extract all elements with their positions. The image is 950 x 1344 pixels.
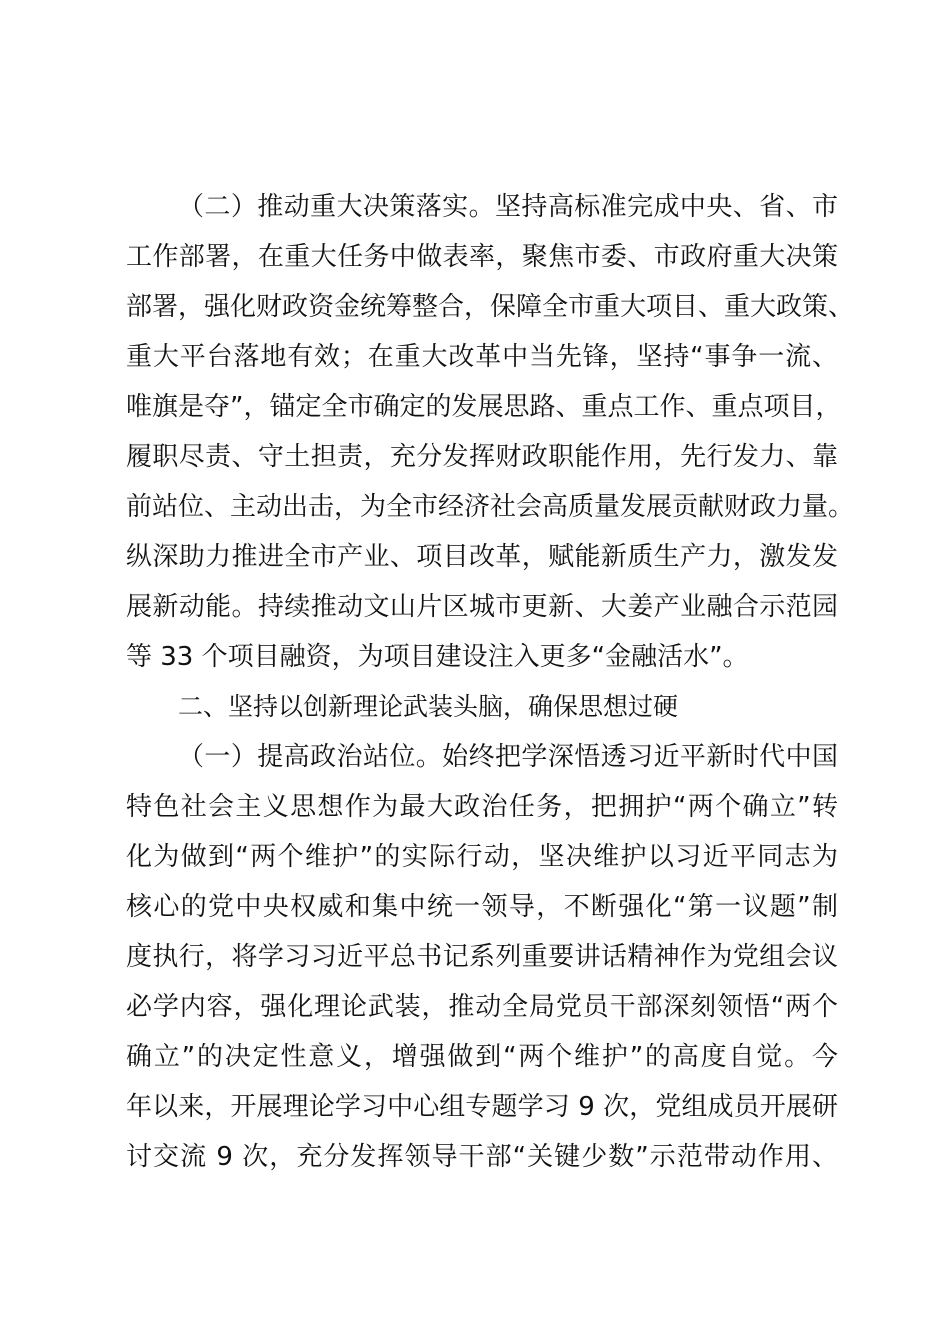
text-line: 履职尽责、守土担责，充分发挥财政职能作用，先行发力、靠 xyxy=(126,442,838,472)
text-line: （二）推动重大决策落实。坚持高标准完成中央、省、市 xyxy=(178,192,838,222)
section-heading: 二、坚持以创新理论武装头脑，确保思想过硬 xyxy=(178,692,679,721)
text-line: 讨交流 9 次，充分发挥领导干部“关键少数”示范带动作用、 xyxy=(126,1142,838,1172)
text-line: 确立”的决定性意义，增强做到“两个维护”的高度自觉。今 xyxy=(126,1042,838,1072)
text-line: 特色社会主义思想作为最大政治任务，把拥护“两个确立”转 xyxy=(126,792,838,822)
text-line: 前站位、主动出击，为全市经济社会高质量发展贡献财政力量。 xyxy=(126,492,855,522)
text-line: 展新动能。持续推动文山片区城市更新、大姜产业融合示范园 xyxy=(126,592,838,622)
text-line: 工作部署，在重大任务中做表率，聚焦市委、市政府重大决策 xyxy=(126,242,838,272)
text-line: 等 33 个项目融资，为项目建设注入更多“金融活水”。 xyxy=(126,642,749,672)
text-line: 度执行，将学习习近平总书记系列重要讲话精神作为党组会议 xyxy=(126,942,838,972)
text-line: 核心的党中央权威和集中统一领导，不断强化“第一议题”制 xyxy=(126,892,838,922)
text-line: 必学内容，强化理论武装，推动全局党员干部深刻领悟“两个 xyxy=(126,992,838,1022)
text-line: 重大平台落地有效；在重大改革中当先锋，坚持“事争一流、 xyxy=(126,342,838,372)
text-line: （一）提高政治站位。始终把学深悟透习近平新时代中国 xyxy=(178,742,838,772)
text-line: 唯旗是夺”，锚定全市确定的发展思路、重点工作、重点项目， xyxy=(126,392,842,422)
text-line: 部署，强化财政资金统筹整合，保障全市重大项目、重大政策、 xyxy=(126,292,855,322)
text-line: 年以来，开展理论学习中心组专题学习 9 次，党组成员开展研 xyxy=(126,1092,838,1122)
document-body xyxy=(126,182,855,1182)
text-line: 纵深助力推进全市产业、项目改革，赋能新质生产力，激发发 xyxy=(126,542,838,572)
text-line: 化为做到“两个维护”的实际行动，坚决维护以习近平同志为 xyxy=(126,842,838,872)
